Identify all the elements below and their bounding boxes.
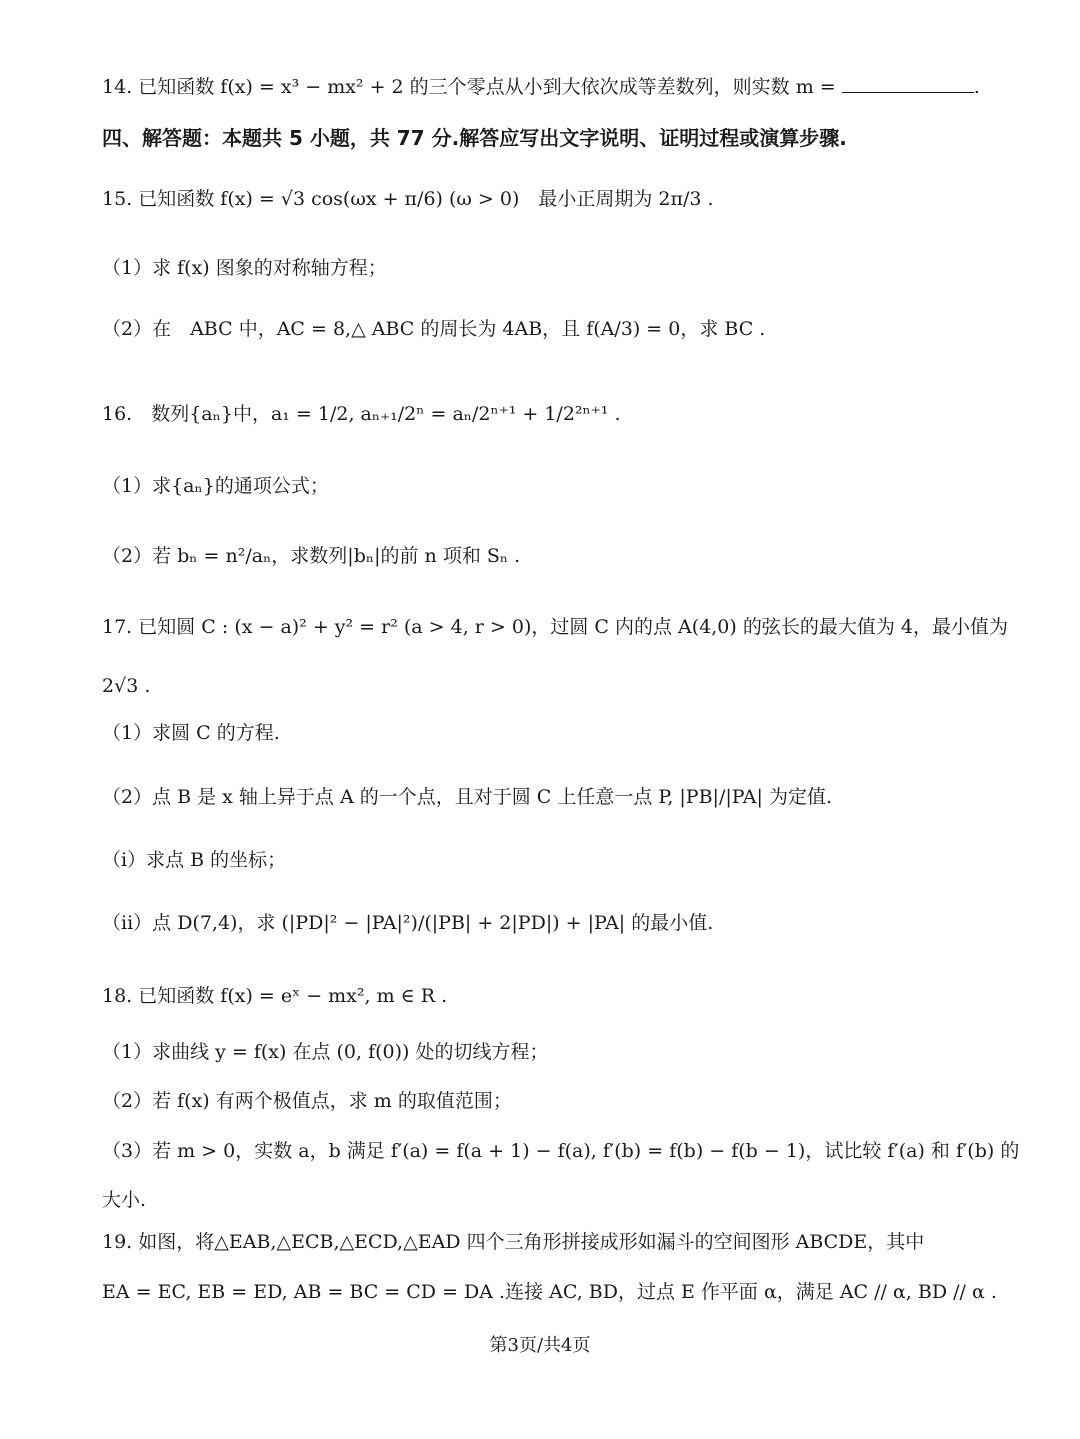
problem-18-part-3: （3）若 m > 0，实数 a，b 满足 f′(a) = f(a + 1) − f(a), f′(b) = f(b) − f(b − 1)，试比较 f′(a) 和 f′(b) 的 xyxy=(102,1140,1020,1162)
problem-14-period: . xyxy=(973,76,980,98)
problem-17: 17. 已知圆 C : (x − a)² + y² = r² (a > 4, r > 0)，过圆 C 内的点 A(4,0) 的弦长的最大值为 4，最小值为 xyxy=(102,616,1008,638)
problem-18-continued: 大小. xyxy=(102,1189,147,1211)
problem-18-part-2: （2）若 f(x) 有两个极值点，求 m 的取值范围； xyxy=(102,1090,512,1112)
problem-17-part-i: （i）求点 B 的坐标； xyxy=(102,849,287,871)
problem-15-part-1: （1）求 f(x) 图象的对称轴方程； xyxy=(102,257,387,279)
problem-17-continued: 2√3 . xyxy=(102,675,151,697)
problem-19: 19. 如图，将△EAB,△ECB,△ECD,△EAD 四个三角形拼接成形如漏斗的空间图形 ABCDE，其中 xyxy=(102,1231,925,1253)
problem-15-part-2: （2）在 ABC 中，AC = 8,△ ABC 的周长为 4AB，且 f(A/3) = 0，求 BC . xyxy=(102,318,766,340)
problem-14-text: 14. 已知函数 f(x) = x³ − mx² + 2 的三个零点从小到大依次成等差数列，则实数 m = xyxy=(102,76,836,98)
problem-14 xyxy=(102,76,1040,99)
problem-16-part-2: （2）若 bₙ = n²/aₙ，求数列|bₙ|的前 n 项和 Sₙ . xyxy=(102,545,521,567)
problem-18: 18. 已知函数 f(x) = eˣ − mx², m ∈ R . xyxy=(102,985,448,1007)
problem-17-part-ii: （ii）点 D(7,4)，求 (|PD|² − |PA|²)/(|PB| + 2|PD|) + |PA| 的最小值. xyxy=(102,912,714,934)
problem-15: 15. 已知函数 f(x) = √3 cos(ωx + π/6) (ω > 0) 最小正周期为 2π/3 . xyxy=(102,188,714,210)
section-heading: 四、解答题：本题共 5 小题，共 77 分.解答应写出文字说明、证明过程或演算步骤. xyxy=(102,126,847,150)
problem-16: 16. 数列{aₙ}中，a₁ = 1/2, aₙ₊₁/2ⁿ = aₙ/2ⁿ⁺¹ + 1/2²ⁿ⁺¹ . xyxy=(102,403,621,425)
problem-16-part-1: （1）求{aₙ}的通项公式； xyxy=(102,475,329,497)
problem-17-part-2: （2）点 B 是 x 轴上异于点 A 的一个点，且对于圆 C 上任意一点 P, |PB|/|PA| 为定值. xyxy=(102,786,832,808)
page-footer: 第3页/共4页 xyxy=(489,1335,591,1356)
problem-19-continued: EA = EC, EB = ED, AB = BC = CD = DA .连接 AC, BD，过点 E 作平面 α，满足 AC // α, BD // α . xyxy=(102,1281,997,1303)
answer-blank xyxy=(842,76,974,93)
problem-17-part-1: （1）求圆 C 的方程. xyxy=(102,722,280,744)
problem-18-part-1: （1）求曲线 y = f(x) 在点 (0, f(0)) 处的切线方程； xyxy=(102,1041,549,1063)
